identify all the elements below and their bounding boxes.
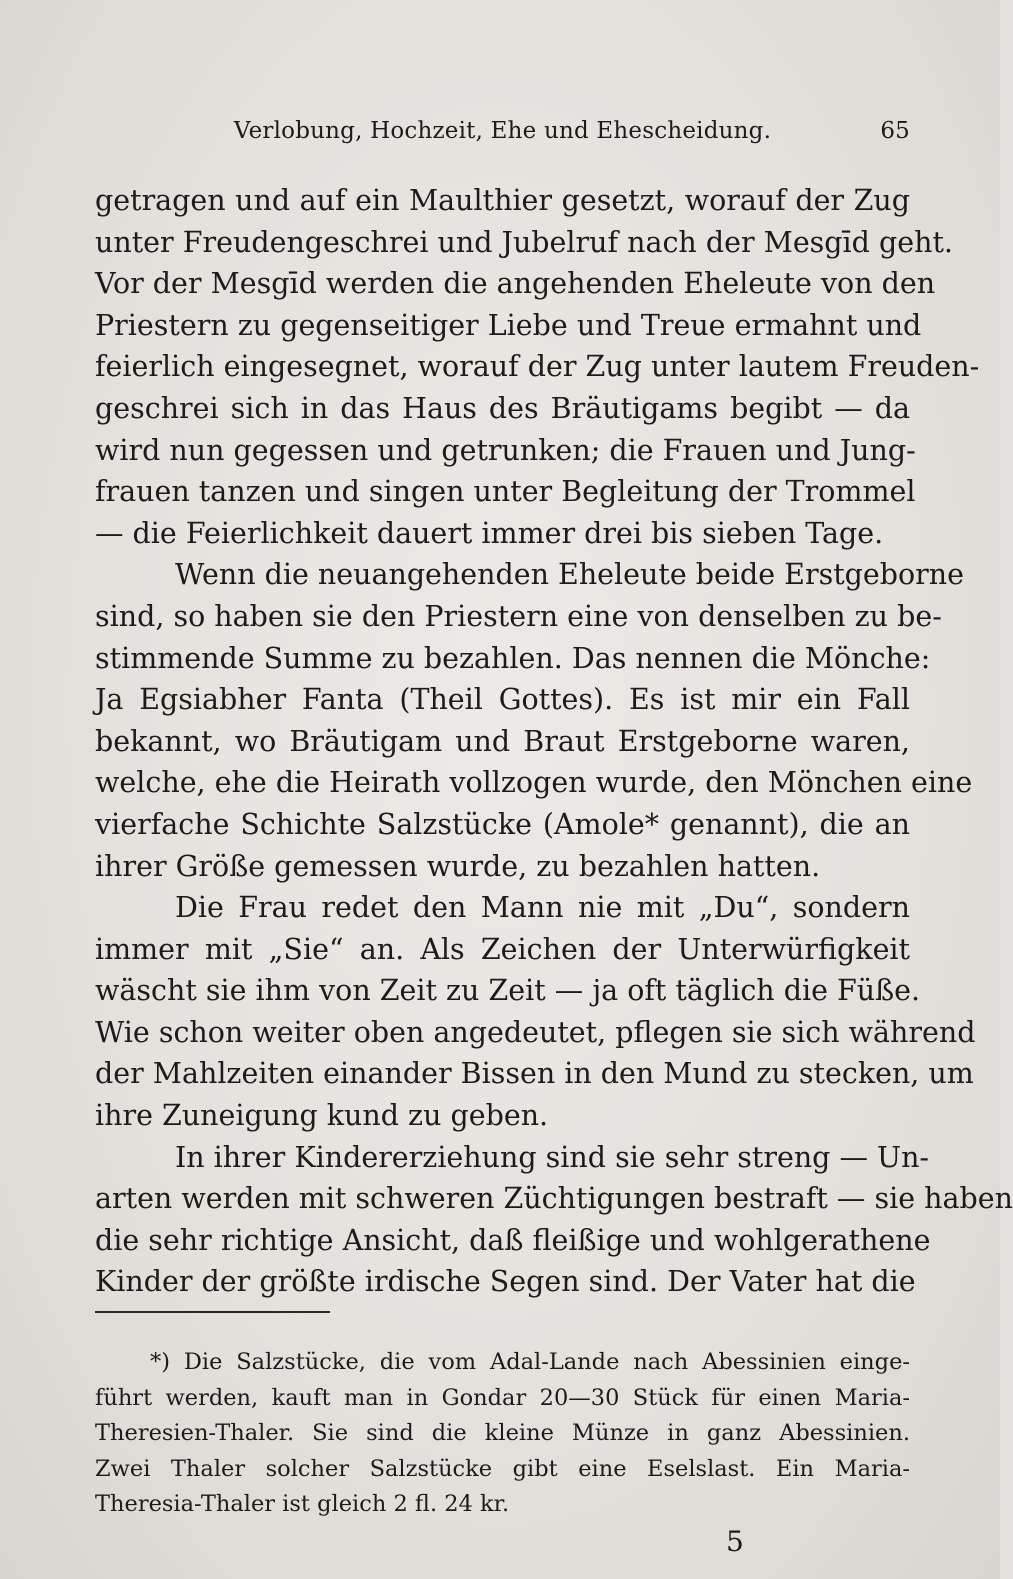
text-line: frauen tanzen und singen unter Begleitung der Trommel: [95, 475, 916, 509]
footnote-line: führt werden, kauft man in Gondar 20—30 Stück für einen Maria-: [95, 1384, 910, 1411]
text-line: bekannt, wo Bräutigam und Braut Erstgeborne waren,: [95, 724, 910, 758]
paragraph-start-line: Die Frau redet den Mann nie mit „Du“, sondern: [175, 891, 910, 925]
text-line: ihrer Größe gemessen wurde, zu bezahlen hatten.: [95, 849, 821, 883]
text-line: stimmende Summe zu bezahlen. Das nennen die Mönche:: [95, 641, 931, 675]
text-line: unter Freudengeschrei und Jubelruf nach der Mesgīd geht.: [95, 225, 953, 259]
text-line: Priestern zu gegenseitiger Liebe und Treue ermahnt und: [95, 308, 922, 342]
text-line: immer mit „Sie“ an. Als Zeichen der Unterwürfigkeit: [95, 932, 910, 966]
text-line: welche, ehe die Heirath vollzogen wurde, den Mönchen eine: [95, 766, 973, 800]
paragraph-start-line: In ihrer Kindererziehung sind sie sehr streng — Un-: [175, 1140, 930, 1174]
text-line: vierfache Schichte Salzstücke (Amole* genannt), die an: [95, 807, 910, 841]
text-line: wäscht sie ihm von Zeit zu Zeit — ja oft täglich die Füße.: [95, 974, 921, 1008]
text-line: ihre Zuneigung kund zu geben.: [95, 1099, 549, 1133]
paragraph-start-line: Wenn die neuangehenden Eheleute beide Erstgeborne: [175, 558, 965, 592]
text-line: Kinder der größte irdische Segen sind. Der Vater hat die: [95, 1265, 916, 1299]
footnote-rule: [95, 1311, 330, 1313]
body-text: [95, 180, 1013, 1303]
text-line: Wie schon weiter oben angedeutet, pflegen sie sich während: [95, 1015, 976, 1049]
footnote-line: *) Die Salzstücke, die vom Adal-Lande nach Abessinien einge-: [150, 1349, 910, 1375]
text-line: der Mahlzeiten einander Bissen in den Mund zu stecken, um: [95, 1057, 974, 1091]
text-line: geschrei sich in das Haus des Bräutigams begibt — da: [95, 391, 910, 425]
text-line: sind, so haben sie den Priestern eine von denselben zu be-: [95, 599, 942, 633]
text-line: arten werden mit schweren Züchtigungen bestraft — sie haben: [95, 1182, 1013, 1216]
text-line: — die Feierlichkeit dauert immer drei bis sieben Tage.: [95, 516, 884, 550]
running-title: Verlobung, Hochzeit, Ehe und Ehescheidung.: [233, 118, 772, 144]
page-number: 65: [880, 118, 910, 144]
text-line: getragen und auf ein Maulthier gesetzt, worauf der Zug: [95, 184, 910, 217]
footnote-line: Zwei Thaler solcher Salzstücke gibt eine Eselslast. Ein Maria-: [95, 1455, 910, 1482]
text-line: Vor der Mesgīd werden die angehenden Eheleute von den: [95, 267, 936, 301]
running-head: [95, 118, 910, 158]
signature-mark: 5: [726, 1525, 744, 1558]
text-line: die sehr richtige Ansicht, daß fleißige und wohlgerathene: [95, 1223, 931, 1257]
text-line: feierlich eingesegnet, worauf der Zug unter lautem Freuden-: [95, 350, 980, 384]
text-line: wird nun gegessen und getrunken; die Frauen und Jung-: [95, 433, 916, 467]
footnote-line: Theresia-Thaler ist gleich 2 fl. 24 kr.: [95, 1491, 510, 1517]
footnote: [95, 1345, 910, 1523]
footnote-line: Theresien-Thaler. Sie sind die kleine Münze in ganz Abessinien.: [95, 1420, 910, 1446]
text-line: Ja Egsiabher Fanta (Theil Gottes). Es ist mir ein Fall: [95, 683, 910, 717]
